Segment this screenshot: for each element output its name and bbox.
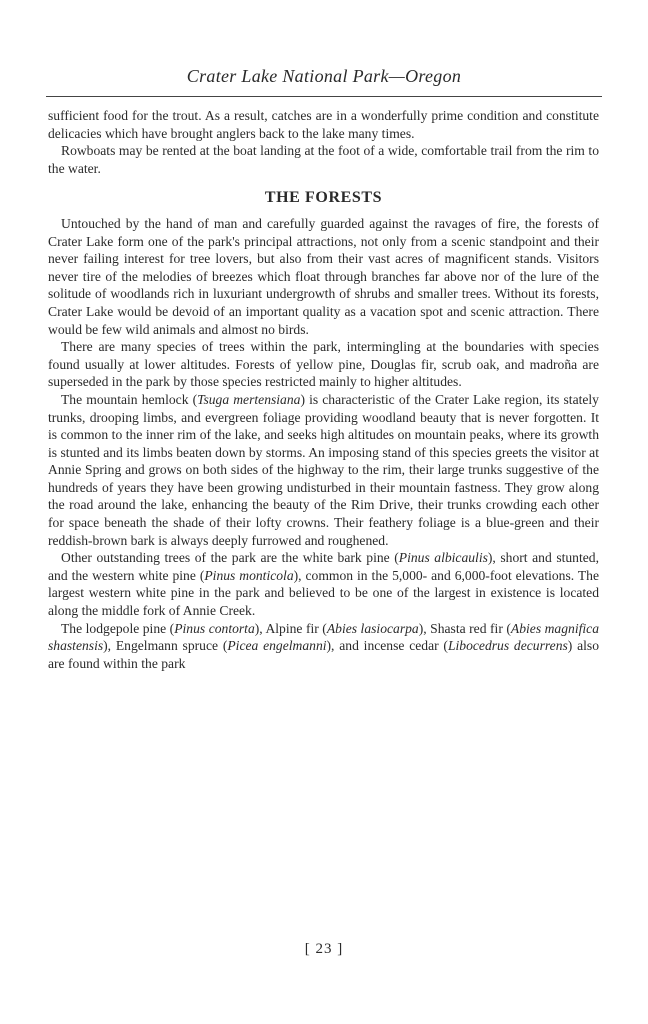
text-run: ) also are found within the park xyxy=(48,638,600,671)
text-run: The lodgepole pine ( xyxy=(61,620,175,636)
text-run: ), Engelmann spruce ( xyxy=(103,638,228,654)
paragraph-white-pines xyxy=(48,549,599,619)
scientific-name: Abies magnifica shastensis xyxy=(48,620,599,654)
scientific-name: Tsuga mertensiana xyxy=(197,391,301,407)
text-run: Other outstanding trees of the park are the white bark pine ( xyxy=(61,550,399,566)
text-run: ), Alpine fir ( xyxy=(254,620,327,636)
running-head: Crater Lake National Park—Oregon xyxy=(186,66,462,86)
scientific-name: Pinus monticola xyxy=(204,567,294,583)
paragraph-trout-food: sufficient food for the trout. As a result, catches are in a wonderfully prime condition and constitute delicacies which have brought anglers back to the lake many times. xyxy=(48,108,599,141)
text-run: ), common in the 5,000- and 6,000-foot elevations. The largest western white pine in the park and believed to be one of the largest in existence is located along the middle fork of Annie Creek. xyxy=(48,567,600,619)
body-text xyxy=(48,107,599,672)
scientific-name: Libocedrus decurrens xyxy=(447,638,568,654)
paragraph-rowboats: Rowboats may be rented at the boat landing at the foot of a wide, comfortable trail from the rim to the water. xyxy=(48,143,599,176)
text-run: ), Shasta red fir ( xyxy=(418,620,511,636)
paragraph-forests-intro: Untouched by the hand of man and carefully guarded against the ravages of fire, the forests of Crater Lake form one of the park's principal attractions, not only from a scenic standpoint and their never failing interest for tree lovers, but also from their vast acres of magnificent stands. Visitors never tire of the melodies of breezes which float through branches far above nor of the lure of the solitude of woodlands rich in luxuriant undergrowth of shrubs and smaller trees. Without its forests, Crater Lake would be devoid of an important quality as a vacation spot and scenic attraction. There would be few wild animals and almost no birds. xyxy=(48,215,599,337)
text-run: ) is characteristic of the Crater Lake region, its stately trunks, drooping limbs, and evergreen foliage providing woodland beauty that is never forgotten. It is common to the inner rim of the lake, and seeks high altitudes on mountain peaks, where its growth is stunted and its limbs beaten down by storms. An imposing stand of this species greets the visitor at Annie Spring and grows on both sides of the highway to the rim, their large trunks suggestive of the hundreds of years they have been growing undisturbed in their mountain fastness. They grow along the road around the lake, enhancing the beauty of the Rim Drive, their trunks crowding each other for space beneath the shade of their lofty crowns. Their feathery foliage is a blue-green and their reddish-brown bark is always deeply furrowed and roughened. xyxy=(48,391,599,548)
text-run: The mountain hemlock ( xyxy=(61,391,198,407)
paragraph-mountain-hemlock xyxy=(48,391,599,549)
scientific-name: Pinus contorta xyxy=(174,620,255,636)
text-run: ), and incense cedar ( xyxy=(326,638,448,654)
scientific-name: Abies lasiocarpa xyxy=(326,620,419,636)
scientific-name: Pinus albicaulis xyxy=(398,550,488,566)
scientific-name: Picea engelmanni xyxy=(227,638,327,654)
paragraph-other-conifers xyxy=(48,620,599,673)
page-number: [ 23 ] xyxy=(304,941,344,957)
header-rule xyxy=(46,96,602,97)
paragraph-tree-species: There are many species of trees within the park, intermingling at the boundaries with species found usually at lower altitudes. Forests of yellow pine, Douglas fir, scrub oak, and madroña are superseded in the park by those species restricted mainly to higher altitudes. xyxy=(48,339,599,390)
section-title: THE FORESTS xyxy=(264,189,383,207)
text-run: ), short and stunted, and the western white pine ( xyxy=(48,550,599,583)
